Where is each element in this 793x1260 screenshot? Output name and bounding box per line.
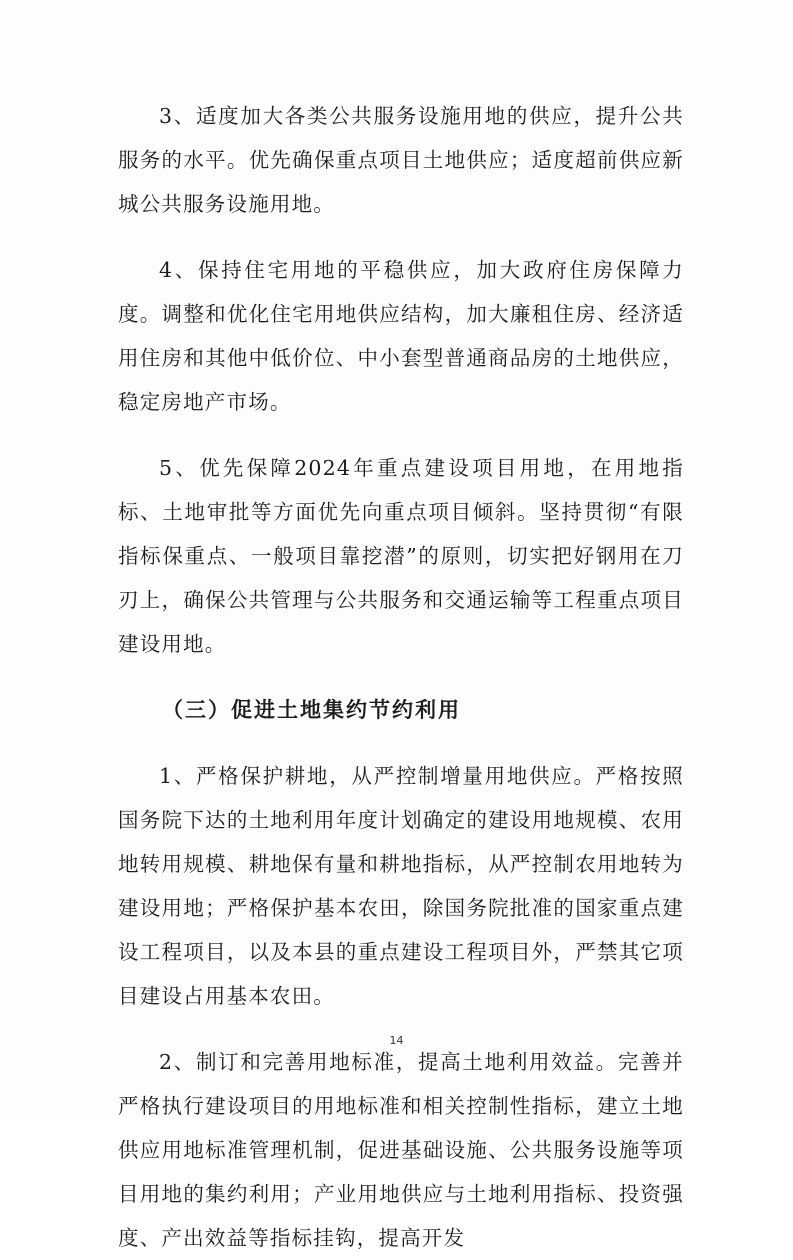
- paragraph-spacer: [118, 666, 684, 688]
- paragraph-spacer: [118, 732, 684, 754]
- paragraph-residential-land: 4、保持住宅用地的平稳供应，加大政府住房保障力度。调整和优化住宅用地供应结构，加大廉租住房、经济适用住房和其他中低价位、中小套型普通商品房的土地供应，稳定房地产市场。: [118, 258, 684, 414]
- section-heading: （三）促进土地集约节约利用: [162, 697, 461, 722]
- paragraph-land-standards: 2、制订和完善用地标准，提高土地利用效益。完善并严格执行建设项目的用地标准和相关控制性指标，建立土地供应用地标准管理机制，促进基础设施、公共服务设施等项目用地的集约利用；产业用地供应与土地利用指标、投资强度、产出效益等指标挂钩，提高开发: [118, 1050, 684, 1250]
- paragraph-farmland-protection: 1、严格保护耕地，从严控制增量用地供应。严格按照国务院下达的土地利用年度计划确定的建设用地规模、农用地转用规模、耕地保有量和耕地指标，从严控制农用地转为建设用地；严格保护基本农田，除国务院批准的国家重点建设工程项目，以及本县的重点建设工程项目外，严禁其它项目建设占用基本农田。: [118, 764, 684, 1008]
- paragraph-key-projects: 5、优先保障2024年重点建设项目用地，在用地指标、土地审批等方面优先向重点项目倾斜。坚持贯彻“有限指标保重点、一般项目靠挖潜”的原则，切实把好钢用在刀刃上，确保公共管理与公共服务和交通运输等工程重点项目建设用地。: [118, 456, 684, 656]
- paragraph-public-service-land: 3、适度加大各类公共服务设施用地的供应，提升公共服务的水平。优先确保重点项目土地供应；适度超前供应新城公共服务设施用地。: [118, 104, 684, 216]
- paragraph-spacer: [118, 424, 684, 446]
- page-content: [118, 94, 684, 1260]
- paragraph-spacer: [118, 226, 684, 248]
- page-number: 14: [389, 1034, 404, 1047]
